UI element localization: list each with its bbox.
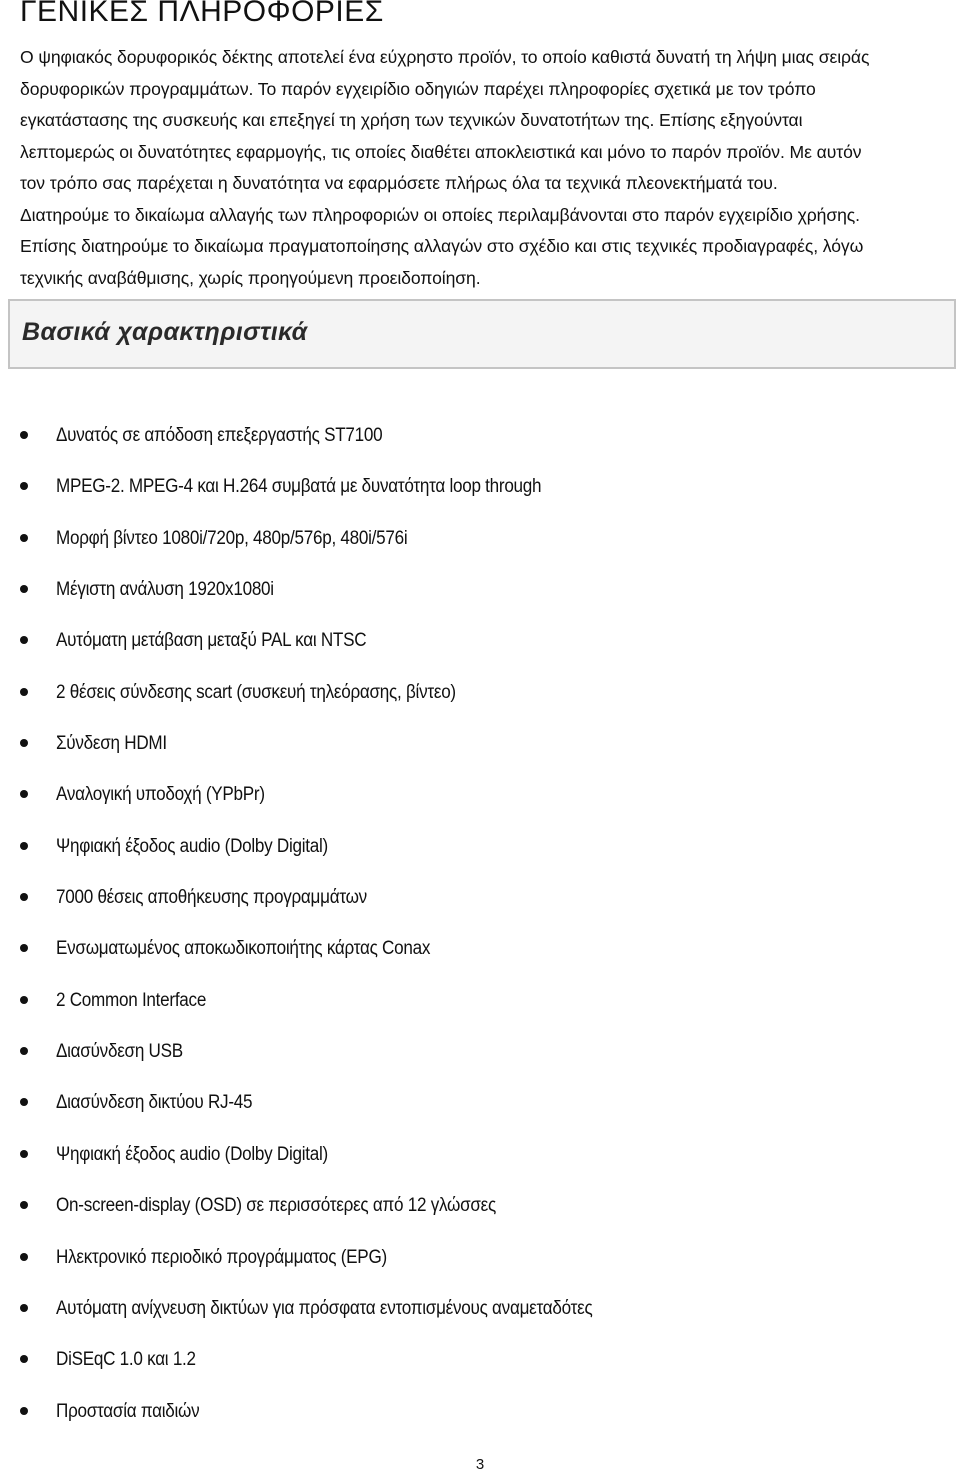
feature-text: Δυνατός σε απόδοση επεξεργαστής ST7100 <box>56 425 383 446</box>
section-title: Βασικά χαρακτηριστικά <box>22 318 308 346</box>
bullet-icon <box>20 893 28 901</box>
bullet-icon <box>20 739 28 747</box>
bullet-icon <box>20 996 28 1004</box>
feature-item <box>0 1281 960 1332</box>
section-header-box <box>8 299 956 369</box>
bullet-icon <box>20 944 28 952</box>
intro-line: εγκατάστασης της συσκευής και επεξηγεί τη χρήση των τεχνικών δυνατοτήτων της. Επίσης εξηγούνται <box>20 110 803 130</box>
feature-item <box>0 1024 960 1075</box>
feature-item <box>0 665 960 716</box>
bullet-icon <box>20 1201 28 1209</box>
feature-text: Ψηφιακή έξοδος audio (Dolby Digital) <box>56 835 328 857</box>
feature-item <box>0 613 960 664</box>
feature-item <box>0 1384 960 1435</box>
bullet-icon <box>20 1098 28 1106</box>
bullet-icon <box>20 585 28 593</box>
feature-text: Μέγιστη ανάλυση 1920x1080i <box>56 579 274 601</box>
feature-item <box>0 562 960 613</box>
feature-item <box>0 408 960 459</box>
feature-text: Διασύνδεση USB <box>56 1041 183 1063</box>
intro-paragraph <box>20 42 940 294</box>
bullet-icon <box>20 482 28 490</box>
feature-text: Αυτόματη μετάβαση μεταξύ PAL και NTSC <box>56 630 367 652</box>
features-list <box>0 408 960 1435</box>
intro-line: Επίσης διατηρούμε το δικαίωμα πραγματοποίησης αλλαγών στο σχέδιο και στις τεχνικές προδιαγραφές, λόγω <box>20 236 864 256</box>
bullet-icon <box>20 1047 28 1055</box>
bullet-icon <box>20 1407 28 1415</box>
feature-item <box>0 459 960 510</box>
intro-line: τον τρόπο σας παρέχεται η δυνατότητα να εφαρμόσετε πλήρως όλα τα τεχνικά πλεονεκτήματά του. <box>20 173 778 193</box>
feature-item <box>0 716 960 767</box>
intro-line: δορυφορικών προγραμμάτων. Το παρόν εγχειρίδιο οδηγιών παρέχει πληροφορίες σχετικά με τον τρόπο <box>20 78 816 99</box>
bullet-icon <box>20 1253 28 1261</box>
feature-text: 2 θέσεις σύνδεσης scart (συσκευή τηλεόρασης, βίντεο) <box>56 681 456 703</box>
intro-line: λεπτομερώς οι δυνατότητες εφαρμογής, τις οποίες διαθέτει αποκλειστικά και μόνο το παρόν προϊόν. Με αυτόν <box>20 141 862 162</box>
intro-line: Ο ψηφιακός δορυφορικός δέκτης αποτελεί ένα εύχρηστο προϊόν, το οποίο καθιστά δυνατή τη λήψη μιας σειράς <box>20 47 870 67</box>
feature-text: 7000 θέσεις αποθήκευσης προγραμμάτων <box>56 887 367 909</box>
feature-text: Αναλογική υποδοχή (YPbPr) <box>56 784 265 806</box>
feature-item <box>0 1332 960 1383</box>
feature-item <box>0 819 960 870</box>
feature-item <box>0 1075 960 1126</box>
feature-text: On-screen-display (OSD) σε περισσότερες από 12 γλώσσες <box>56 1195 496 1217</box>
feature-text: MPEG-2. MPEG-4 και H.264 συμβατά με δυνατότητα loop through <box>56 476 542 498</box>
intro-line: τεχνικής αναβάθμισης, χωρίς προηγούμενη προειδοποίηση. <box>20 267 481 288</box>
bullet-icon <box>20 1304 28 1312</box>
feature-item <box>0 870 960 921</box>
feature-text: Αυτόματη ανίχνευση δικτύων για πρόσφατα εντοπισμένους αναμεταδότες <box>56 1297 593 1319</box>
feature-item <box>0 1230 960 1281</box>
page-title: ΓΕΝΙΚΕΣ ΠΛΗΡΟΦΟΡΙΕΣ <box>20 0 384 28</box>
feature-text: 2 Common Interface <box>56 989 207 1011</box>
feature-text: DiSEqC 1.0 και 1.2 <box>56 1349 196 1371</box>
bullet-icon <box>20 688 28 696</box>
feature-item <box>0 1178 960 1229</box>
feature-text: Προστασία παιδιών <box>56 1400 200 1422</box>
feature-item <box>0 1127 960 1178</box>
feature-text: Ηλεκτρονικό περιοδικό προγράμματος (EPG) <box>56 1246 387 1268</box>
feature-text: Διασύνδεση δικτύου RJ-45 <box>56 1092 253 1114</box>
intro-line: Διατηρούμε το δικαίωμα αλλαγής των πληροφοριών οι οποίες περιλαμβάνονται στο παρόν εγχειρίδιο χρήσης. <box>20 204 860 225</box>
bullet-icon <box>20 431 28 439</box>
feature-text: Μορφή βίντεο 1080i/720p, 480p/576p, 480i/576i <box>56 527 408 549</box>
feature-item <box>0 973 960 1024</box>
bullet-icon <box>20 534 28 542</box>
feature-item <box>0 921 960 972</box>
bullet-icon <box>20 1355 28 1363</box>
feature-text: Ψηφιακή έξοδος audio (Dolby Digital) <box>56 1143 328 1165</box>
bullet-icon <box>20 636 28 644</box>
bullet-icon <box>20 842 28 850</box>
page-number: 3 <box>475 1456 485 1473</box>
bullet-icon <box>20 1150 28 1158</box>
feature-text: Ενσωματωμένος αποκωδικοποιήτης κάρτας Conax <box>56 938 431 960</box>
feature-text: Σύνδεση HDMI <box>56 733 167 755</box>
bullet-icon <box>20 790 28 798</box>
feature-item <box>0 767 960 818</box>
feature-item <box>0 511 960 562</box>
